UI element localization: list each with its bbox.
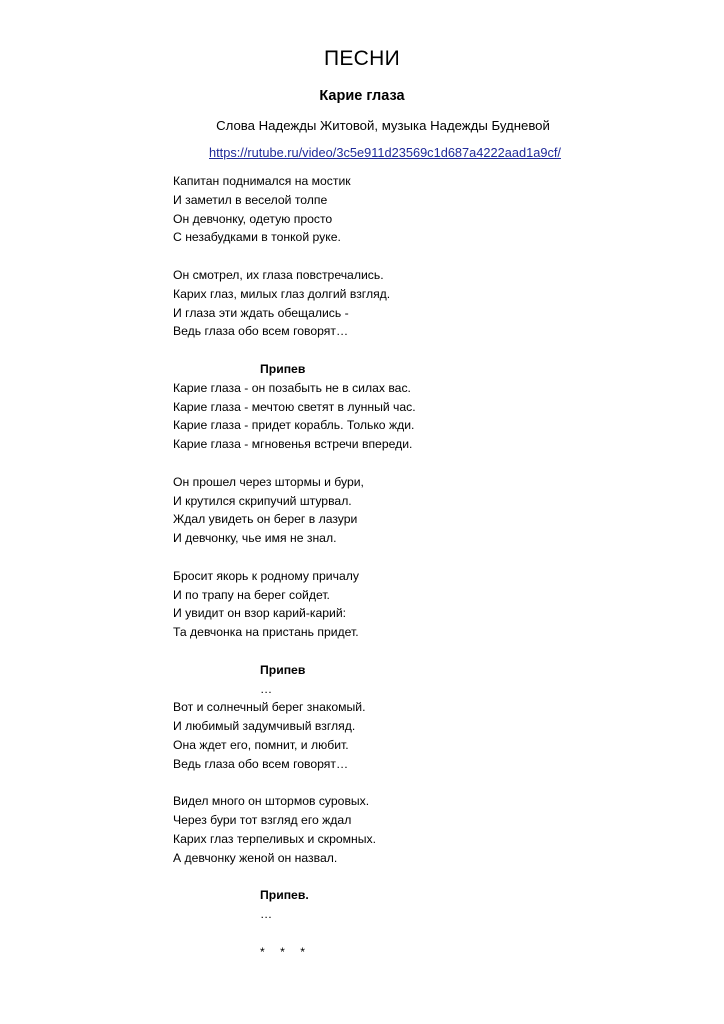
end-marker: * * * [260, 944, 312, 959]
lyrics-body [173, 172, 416, 961]
lyric-line: Он девчонку, одетую просто [173, 211, 333, 226]
lyric-line: Бросит якорь к родному причалу [173, 568, 359, 583]
lyric-line: И заметил в веселой толпе [173, 192, 328, 207]
chorus-1 [173, 360, 416, 454]
lyric-line: Ведь глаза обо всем говорят… [173, 324, 349, 339]
lyric-line: Она ждет его, помнит, и любит. [173, 737, 349, 752]
lyric-line: А девчонку женой он назвал. [173, 850, 338, 865]
spacer [173, 774, 416, 793]
chorus-ellipsis: … [260, 907, 273, 922]
song-title: Карие глаза [319, 88, 405, 104]
lyric-line: Он прошел через штормы и бури, [173, 474, 364, 489]
lyric-line: Карие глаза - мечтою светят в лунный час. [173, 399, 416, 414]
spacer [173, 642, 416, 661]
lyric-line: И девчонку, чье имя не знал. [173, 531, 337, 546]
lyric-line: И глаза эти ждать обещались - [173, 305, 349, 320]
page-heading: ПЕСНИ [323, 47, 401, 70]
chorus-ellipsis: … [260, 681, 273, 696]
chorus-label: Припев [260, 361, 306, 376]
lyric-line: Карих глаз, милых глаз долгий взгляд. [173, 286, 391, 301]
lyric-line: Через бури тот взгляд его ждал [173, 813, 352, 828]
video-link[interactable]: https://rutube.ru/video/3c5e911d23569c1d687a4222aad1a9cf/ [209, 145, 561, 160]
lyric-line: С незабудками в тонкой руке. [173, 230, 341, 245]
chorus-label: Припев [260, 662, 306, 677]
lyric-line: Карие глаза - придет корабль. Только жди. [173, 418, 415, 433]
lyric-line: И любимый задумчивый взгляд. [173, 719, 356, 734]
lyric-line: Карих глаз терпеливых и скромных. [173, 831, 376, 846]
lyric-line: Ждал увидеть он берег в лазури [173, 512, 358, 527]
lyric-line: Видел много он штормов суровых. [173, 794, 370, 809]
lyric-line: Ведь глаза обо всем говорят… [173, 756, 349, 771]
verse-5 [173, 698, 416, 773]
lyric-line: Капитан поднимался на мостик [173, 174, 351, 188]
verse-6 [173, 792, 416, 867]
spacer [173, 341, 416, 360]
chorus-2 [173, 661, 416, 699]
lyric-line: Карие глаза - он позабыть не в силах вас. [173, 380, 411, 395]
spacer [173, 924, 416, 943]
chorus-label: Припев. [260, 888, 309, 903]
lyric-line: Та девчонка на пристань придет. [173, 625, 359, 640]
verse-1 [173, 172, 416, 247]
spacer [173, 454, 416, 473]
lyric-line: Он смотрел, их глаза повстречались. [173, 267, 384, 282]
lyric-line: И крутился скрипучий штурвал. [173, 493, 352, 508]
lyric-line: И по трапу на берег сойдет. [173, 587, 330, 602]
spacer [173, 247, 416, 266]
verse-4 [173, 567, 416, 642]
chorus-3 [173, 886, 416, 924]
song-credits: Слова Надежды Житовой, музыка Надежды Будневой [216, 118, 550, 133]
verse-3 [173, 473, 416, 548]
lyric-line: Карие глаза - мгновенья встречи впереди. [173, 437, 413, 452]
lyric-line: Вот и солнечный берег знакомый. [173, 700, 366, 715]
spacer [173, 867, 416, 886]
spacer [173, 548, 416, 567]
lyric-line: И увидит он взор карий-карий: [173, 606, 347, 621]
verse-2 [173, 266, 416, 341]
